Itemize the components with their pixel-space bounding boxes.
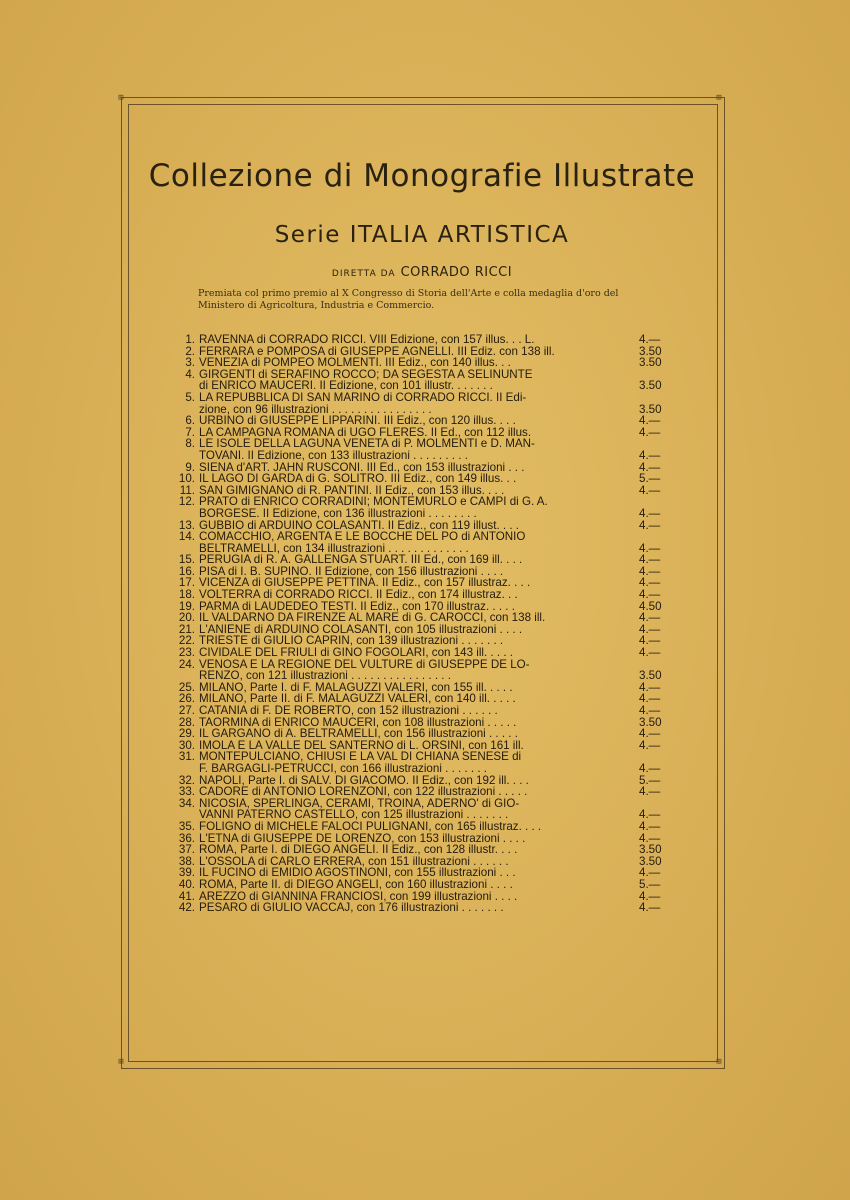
item-text: MILANO, Parte II. di F. MALAGUZZI VALERI, con 140 ill. . . . . xyxy=(199,693,516,705)
item-price: 4.— xyxy=(639,808,661,822)
list-item xyxy=(163,798,683,810)
item-number: 5. xyxy=(185,390,195,404)
item-price: 4.— xyxy=(639,448,661,462)
item-text: TOVANI. II Edizione, con 133 illustrazioni . . . . . . . . . xyxy=(199,449,468,462)
item-number: 6. xyxy=(185,414,195,428)
item-text: IMOLA E LA VALLE DEL SANTERNO di L. ORSINI, con 161 ill. xyxy=(199,739,524,752)
item-price: 4.— xyxy=(639,819,661,833)
item-price: 4.— xyxy=(639,460,661,474)
item-number: 23. xyxy=(178,646,195,660)
item-number: 20. xyxy=(178,611,195,625)
item-number: 13. xyxy=(178,518,195,532)
item-text: MONTEPULCIANO, CHIUSI E LA VAL DI CHIANA SENESE di xyxy=(199,751,522,763)
list-item xyxy=(163,543,683,555)
item-text: SAN GIMIGNANO di R. PANTINI. II Ediz., con 153 illus. . . . xyxy=(199,484,505,497)
item-text: LA CAMPAGNA ROMANA di UGO FLERES. II Ed., con 112 illus. xyxy=(199,426,532,439)
item-number: 26. xyxy=(178,692,195,706)
item-text: IL GARGANO di A. BELTRAMELLI, con 156 illustrazioni . . . . . xyxy=(199,728,518,740)
list-item xyxy=(163,415,683,427)
item-text: URBINO di GIUSEPPE LIPPARINI. III Ediz., con 120 illus. . . . xyxy=(199,415,516,427)
item-number: 37. xyxy=(178,843,195,857)
list-item xyxy=(163,531,683,543)
list-item xyxy=(163,682,683,694)
item-price: 4.— xyxy=(639,634,661,648)
item-price: 3.50 xyxy=(639,715,662,729)
item-number: 14. xyxy=(178,530,195,544)
list-item xyxy=(163,659,683,671)
list-item xyxy=(163,705,683,717)
item-text: BELTRAMELLI, con 134 illustrazioni . . . . . . . . . . . . . xyxy=(199,542,469,555)
list-item xyxy=(163,496,683,508)
monograph-list xyxy=(163,334,683,914)
list-item xyxy=(163,635,683,647)
item-number: 31. xyxy=(178,750,195,764)
item-text: IL VALDARNO DA FIRENZE AL MARE di G. CAROCCI, con 138 ill. xyxy=(199,612,546,624)
item-price: 4.— xyxy=(639,564,661,578)
item-price: 3.50 xyxy=(639,356,662,370)
item-number: 3. xyxy=(185,356,195,370)
item-number: 30. xyxy=(178,738,195,752)
item-text: PESARO di GIULIO VACCAJ, con 176 illustrazioni . . . . . . . xyxy=(199,902,504,914)
list-item xyxy=(163,740,683,752)
item-text: FERRARA e POMPOSA di GIUSEPPE AGNELLI. III Ediz. con 138 ill. xyxy=(199,345,555,358)
item-number: 10. xyxy=(178,472,195,486)
item-number: 40. xyxy=(178,877,195,891)
list-item xyxy=(163,392,683,404)
item-price: 4.— xyxy=(639,704,661,717)
item-price: 4.— xyxy=(639,541,661,555)
list-item xyxy=(163,508,683,520)
corner-ornament-icon: ⊞ xyxy=(118,1057,124,1067)
list-item xyxy=(163,473,683,485)
corner-ornament-icon: ⊞ xyxy=(716,93,722,103)
editor-name: CORRADO RICCI xyxy=(400,265,513,280)
list-item xyxy=(163,763,683,775)
item-text: L'ETNA di GIUSEPPE DE LORENZO, con 153 illustrazioni . . . . xyxy=(199,832,526,845)
corner-ornament-icon: ⊞ xyxy=(716,1057,722,1067)
item-price: 3.50 xyxy=(639,402,662,416)
list-item xyxy=(163,624,683,636)
item-number: 42. xyxy=(178,901,195,915)
list-item xyxy=(163,833,683,845)
item-price: 4.— xyxy=(639,506,661,520)
list-item xyxy=(163,438,683,450)
list-item xyxy=(163,751,683,763)
item-price: 3.50 xyxy=(639,669,662,683)
item-text: LE ISOLE DELLA LAGUNA VENETA di P. MOLMENTI e D. MAN- xyxy=(199,438,535,450)
item-text: SIENA d'ART. JAHN RUSCONI. III Ed., con 153 illustrazioni . . . xyxy=(199,461,525,474)
item-price: 4.— xyxy=(639,483,661,497)
list-item xyxy=(163,879,683,891)
item-text: RAVENNA di CORRADO RICCI. VIII Edizione, con 157 illus. . . L. xyxy=(199,334,535,346)
item-text: L'OSSOLA di CARLO ERRERA, con 151 illustrazioni . . . . . . xyxy=(199,855,509,868)
item-number: 35. xyxy=(178,819,195,833)
list-item xyxy=(163,485,683,497)
list-item xyxy=(163,369,683,381)
item-price: 4.— xyxy=(639,831,661,845)
item-number: 15. xyxy=(178,553,195,567)
item-number: 12. xyxy=(178,495,195,509)
item-text: zione, con 96 illustrazioni . . . . . . . . . . . . . . . . xyxy=(199,403,432,416)
item-number: 34. xyxy=(178,796,195,810)
item-price: 3.50 xyxy=(639,843,662,857)
item-text: MILANO, Parte I. di F. MALAGUZZI VALERI, con 155 ill. . . . . xyxy=(199,681,513,694)
item-text: IL FÙCINO di EMIDIO AGOSTINONI, con 155 illustrazioni . . . xyxy=(199,867,516,879)
list-item xyxy=(163,693,683,705)
item-price: 4.— xyxy=(639,414,661,428)
item-text: ROMA, Parte I. di DIEGO ANGELI. II Ediz., con 128 illustr. . . . xyxy=(199,844,518,856)
item-text: PERUGIA di R. A. GALLENGA STUART. III Ed., con 169 ill. . . . xyxy=(199,554,523,566)
item-text: PISA di I. B. SUPINO. II Edizione, con 156 illustrazioni . . . . xyxy=(199,565,504,578)
item-price xyxy=(636,392,683,404)
item-number: 16. xyxy=(178,564,195,578)
item-price: 4.— xyxy=(639,889,661,903)
item-text: PRATO di ENRICO CORRADINI; MONTEMURLO e CAMPI di G. A. xyxy=(199,496,548,508)
item-text: CIVIDALE DEL FRIULI di GINO FOGOLARI, con 143 ill. . . . . xyxy=(199,647,513,659)
item-price: 4.— xyxy=(639,785,661,799)
award-note xyxy=(198,288,678,312)
item-number: 32. xyxy=(178,773,195,787)
item-price: 4.— xyxy=(639,576,661,590)
item-price: 5.— xyxy=(639,877,661,891)
item-number: 29. xyxy=(178,727,195,741)
item-price: 4.— xyxy=(639,333,661,346)
list-item xyxy=(163,577,683,589)
item-number: 7. xyxy=(185,425,195,439)
item-number: 22. xyxy=(178,634,195,648)
list-item xyxy=(163,566,683,578)
item-number: 41. xyxy=(178,889,195,903)
item-text: AREZZO di GIANNINA FRANCIOSI, con 199 illustrazioni . . . . xyxy=(199,890,518,903)
item-price: 5.— xyxy=(639,773,661,787)
item-price: 4.— xyxy=(639,518,661,532)
item-text: RENZO, con 121 illustrazioni . . . . . . . . . . . . . . . . xyxy=(199,670,451,682)
item-number: 39. xyxy=(178,866,195,880)
item-text: COMACCHIO, ARGENTA E LE BOCCHE DEL PO di ANTONIO xyxy=(199,531,526,543)
award-note-line: Premiata col primo premio al X Congresso di Storia dell'Arte e colla medaglia d'oro del xyxy=(198,288,619,299)
list-item xyxy=(163,809,683,821)
list-item xyxy=(163,775,683,787)
item-text: VOLTERRA di CORRADO RICCI. II Ediz., con 174 illustraz. . . xyxy=(199,589,518,601)
editor-prefix: DIRETTA DA xyxy=(331,269,396,279)
item-number: 4. xyxy=(185,367,195,381)
item-number: 17. xyxy=(178,576,195,590)
item-number: 2. xyxy=(185,344,195,358)
list-item xyxy=(163,520,683,532)
item-price: 4.— xyxy=(639,588,661,602)
item-number: 19. xyxy=(178,599,195,613)
list-item xyxy=(163,334,683,346)
item-price: 4.50 xyxy=(639,599,662,613)
item-text: TAORMINA di ENRICO MAUCERI, con 108 illustrazioni . . . . . xyxy=(199,716,517,729)
item-price: 3.50 xyxy=(639,379,662,393)
item-number: 24. xyxy=(178,657,195,671)
list-item xyxy=(163,612,683,624)
list-item xyxy=(163,867,683,879)
page-title: Collezione di Monografie Illustrate xyxy=(148,158,696,194)
list-item xyxy=(163,891,683,903)
item-price: 4.— xyxy=(639,680,661,694)
item-text: VENOSA E LA REGIONE DEL VULTURE di GIUSEPPE DE LO- xyxy=(199,658,530,671)
item-number: 33. xyxy=(178,785,195,799)
list-item xyxy=(163,427,683,439)
list-item xyxy=(163,821,683,833)
item-number: 18. xyxy=(178,588,195,602)
item-number: 1. xyxy=(185,333,195,346)
list-item xyxy=(163,346,683,358)
item-text: PARMA di LAUDEDEO TESTI. II Ediz., con 170 illustraz. . . . . xyxy=(199,600,515,613)
list-item xyxy=(163,670,683,682)
item-text: FOLIGNO di MICHELE FALOCI PULIGNANI, con 165 illustraz. . . . xyxy=(199,820,542,833)
list-item xyxy=(163,844,683,856)
list-item xyxy=(163,450,683,462)
item-price: 4.— xyxy=(639,611,661,625)
item-number: 8. xyxy=(185,437,195,451)
item-price: 3.50 xyxy=(639,854,662,868)
list-item xyxy=(163,728,683,740)
list-item xyxy=(163,462,683,474)
item-price: 4.— xyxy=(639,622,661,636)
list-item xyxy=(163,902,683,914)
item-price: 4.— xyxy=(639,738,661,752)
list-item xyxy=(163,856,683,868)
item-price: 4.— xyxy=(639,646,661,660)
item-number: 38. xyxy=(178,854,195,868)
award-note-line: Ministero di Agricoltura, Industria e Commercio. xyxy=(198,300,435,311)
item-price: 4.— xyxy=(639,425,661,439)
item-text: di ENRICO MAUCERI. II Edizione, con 101 illustr. . . . . . . xyxy=(199,380,493,392)
item-number: 28. xyxy=(178,715,195,729)
item-text: F. BARGAGLI-PETRUCCI, con 166 illustrazioni . . . . . . . xyxy=(199,762,487,775)
item-number: 25. xyxy=(178,680,195,694)
item-text: GUBBIO di ARDUINO COLASANTI. II Ediz., con 119 illust. . . . xyxy=(199,519,519,532)
list-item xyxy=(163,357,683,369)
list-item xyxy=(163,601,683,613)
list-item xyxy=(163,717,683,729)
item-text: VICENZA di GIUSEPPE PETTINÀ. II Ediz., con 157 illustraz. . . . xyxy=(199,577,531,590)
item-text: LA REPUBBLICA DI SAN MARINO di CORRADO RICCI. II Edi- xyxy=(199,391,527,404)
list-item xyxy=(163,589,683,601)
item-text: VENEZIA di POMPEO MOLMENTI. III Ediz., con 140 illus. . . xyxy=(199,357,511,369)
item-number: 21. xyxy=(178,622,195,636)
item-price: 4.— xyxy=(639,553,661,567)
item-number: 36. xyxy=(178,831,195,845)
item-price: 4.— xyxy=(639,692,661,706)
item-price: 4.— xyxy=(639,727,661,741)
item-price: 5.— xyxy=(639,472,661,486)
item-price: 4.— xyxy=(639,761,661,775)
item-text: GIRGENTI di SERAFINO ROCCO; DA SEGESTA A SELINUNTE xyxy=(199,368,533,381)
list-item xyxy=(163,647,683,659)
item-number: 9. xyxy=(185,460,195,474)
item-text: NAPOLI, Parte I. di SALV. DI GIACOMO. II Ediz., con 192 ill. . . . xyxy=(199,774,529,787)
item-text: VANNI PATERNÒ CASTELLO, con 125 illustrazioni . . . . . . . xyxy=(199,809,509,821)
item-text: BORGESE. II Edizione, con 136 illustrazioni . . . . . . . . xyxy=(199,507,477,520)
item-text: CADORE di ANTONIO LORENZONI, con 122 illustrazioni . . . . . xyxy=(199,786,528,798)
item-price xyxy=(636,531,683,543)
item-text: TRIESTE di GIULIO CAPRIN, con 139 illustrazioni . . . . . . . xyxy=(199,635,504,648)
list-item xyxy=(163,786,683,798)
item-text: IL LAGO DI GARDA di G. SOLITRO. III Ediz., con 149 illus. . . xyxy=(199,473,517,485)
list-item xyxy=(163,404,683,416)
editor-line xyxy=(128,261,716,280)
item-price: 4.— xyxy=(639,901,661,915)
item-text: NICOSIA, SPERLINGA, CERAMI, TROINA, ADERNO' di GIO- xyxy=(199,797,520,810)
item-text: ROMA, Parte II. di DIEGO ANGELI, con 160 illustrazioni . . . . xyxy=(199,878,513,891)
series-title: Serie ITALIA ARTISTICA xyxy=(274,222,570,248)
item-number: 27. xyxy=(178,704,195,717)
item-text: CATANIA di F. DE ROBERTO, con 152 illustrazioni . . . . . . xyxy=(199,705,498,717)
item-price: 4.— xyxy=(639,866,661,880)
item-price: 3.50 xyxy=(639,344,662,358)
list-item xyxy=(163,554,683,566)
item-text: L'ANIENE di ARDUINO COLASANTI, con 105 illustrazioni . . . . xyxy=(199,623,523,636)
item-number: 11. xyxy=(179,483,195,497)
list-item xyxy=(163,380,683,392)
corner-ornament-icon: ⊞ xyxy=(118,93,124,103)
